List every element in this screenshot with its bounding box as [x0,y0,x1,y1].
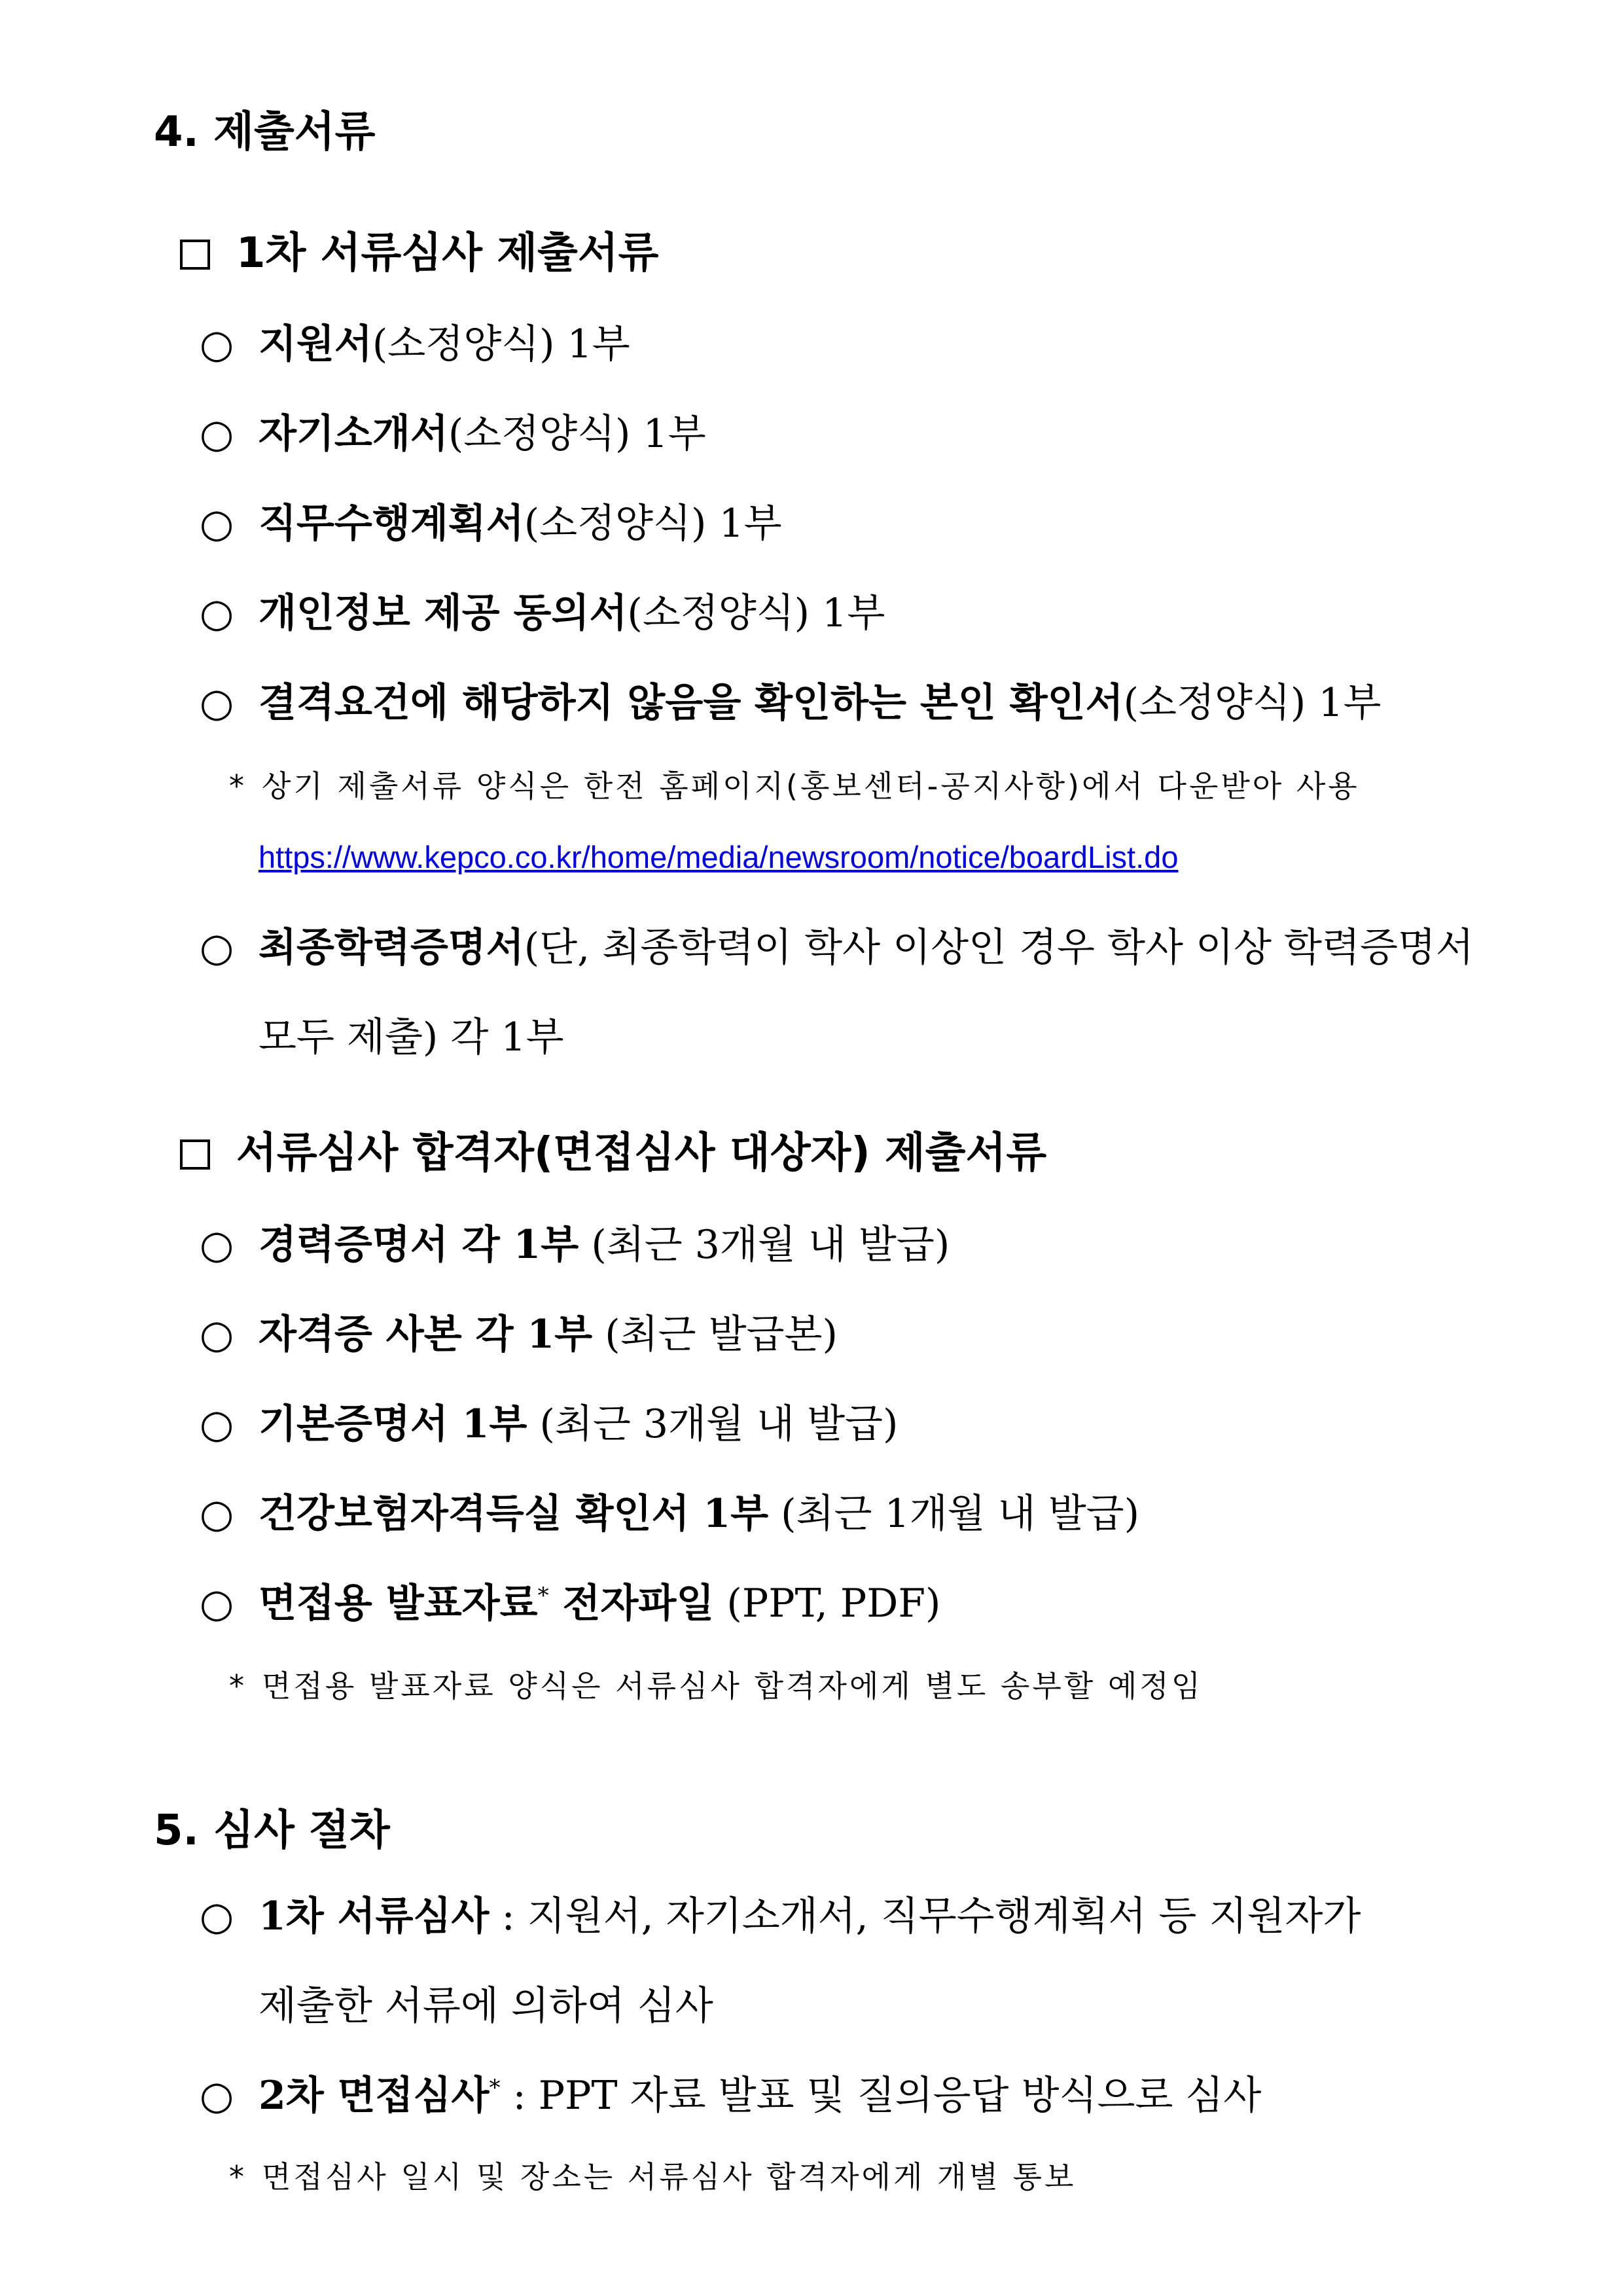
list-item: ○ 기본증명서 1부 (최근 3개월 내 발급) [200,1401,899,1447]
circle-bullet-icon: ○ [200,321,234,367]
circle-bullet-icon: ○ [200,925,234,971]
circle-bullet-icon: ○ [200,590,234,636]
kepco-notice-link[interactable]: https://www.kepco.co.kr/home/media/newsroom/notice/boardList.do [259,840,1179,874]
asterisk-icon: * [229,1668,247,1704]
circle-bullet-icon: ○ [200,1893,234,1939]
part2-heading-text: 서류심사 합격자(면접심사 대상자) 제출서류 [236,1129,1047,1177]
circle-bullet-icon: ○ [200,1491,234,1537]
list-item: ○ 경력증명서 각 1부 (최근 3개월 내 발급) [200,1222,950,1268]
list-item: ○ 자격증 사본 각 1부 (최근 발급본) [200,1312,838,1357]
list-item: ○ 개인정보 제공 동의서(소정양식) 1부 [200,590,885,636]
circle-bullet-icon: ○ [200,1401,234,1447]
circle-bullet-icon: ○ [200,680,234,726]
list-item: ○ 면접용 발표자료* 전자파일 (PPT, PDF) [200,1581,941,1626]
list-item: ○ 직무수행계획서(소정양식) 1부 [200,501,782,547]
note: * 면접심사 일시 및 장소는 서류심사 합격자에게 개별 통보 [229,2159,1077,2195]
note: * 상기 제출서류 양식은 한전 홈페이지(홍보센터-공지사항)에서 다운받아 사용 [229,768,1360,804]
section-4-title: 4. 제출서류 [154,108,376,156]
note: * 면접용 발표자료 양식은 서류심사 합격자에게 별도 송부할 예정임 [229,1668,1204,1704]
asterisk-icon: * [229,2159,247,2195]
circle-bullet-icon: ○ [200,2073,234,2119]
section-5-title: 5. 심사 절차 [154,1806,390,1855]
circle-bullet-icon: ○ [200,1312,234,1357]
list-item-continuation: 모두 제출) 각 1부 [259,1014,564,1060]
circle-bullet-icon: ○ [200,411,234,457]
part1-heading [180,219,659,279]
circle-bullet-icon: ○ [200,1581,234,1626]
list-item: ○ 건강보험자격득실 확인서 1부 (최근 1개월 내 발급) [200,1491,1140,1537]
asterisk-icon: * [229,768,247,804]
list-item-continuation: 제출한 서류에 의하여 심사 [259,1983,713,2029]
list-item: ○ 지원서(소정양식) 1부 [200,321,630,367]
list-item: ○ 자기소개서(소정양식) 1부 [200,411,706,457]
checkbox-square-icon [180,240,210,270]
part1-heading-text: 1차 서류심사 제출서류 [236,229,659,278]
list-item: ○ 2차 면접심사* : PPT 자료 발표 및 질의응답 방식으로 심사 [200,2073,1262,2119]
circle-bullet-icon: ○ [200,1222,234,1268]
checkbox-square-icon [180,1139,210,1170]
part2-heading [180,1119,1046,1179]
circle-bullet-icon: ○ [200,501,234,547]
list-item: ○ 1차 서류심사 : 지원서, 자기소개서, 직무수행계획서 등 지원자가 [200,1893,1361,1939]
list-item: ○ 최종학력증명서(단, 최종학력이 학사 이상인 경우 학사 이상 학력증명서 [200,925,1474,971]
list-item: ○ 결격요건에 해당하지 않음을 확인하는 본인 확인서(소정양식) 1부 [200,680,1382,726]
